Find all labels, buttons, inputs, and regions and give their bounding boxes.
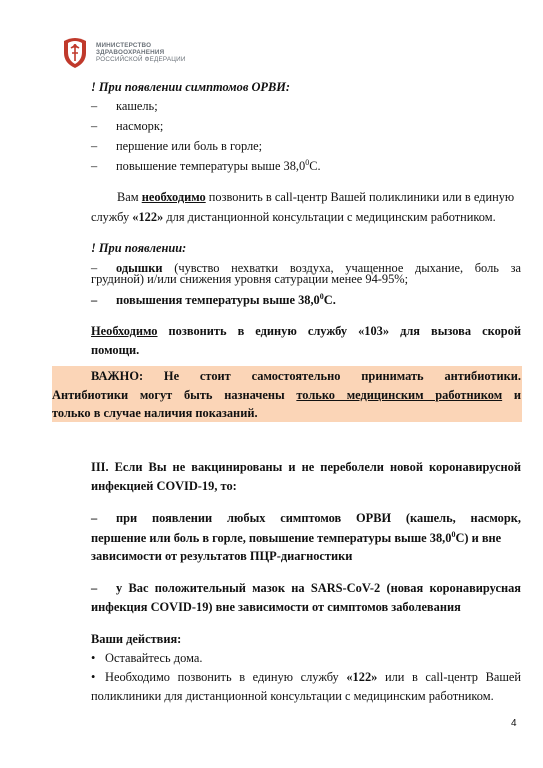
call-center-paragraph: Вам необходимо позвонить в call-центр Вашей поликлиники или в единую (117, 190, 515, 204)
list-item-continuation: першение или боль в горле, повышение температуры выше 38,0$^0$С) и вне (91, 530, 502, 546)
list-item-continuation: грудиной) и/или снижения уровня сатурации менее 94-95%; (91, 272, 409, 286)
list-item: – при появлении любых симптомов ОРВИ (кашель, насморк, (91, 511, 521, 525)
list-item: – насморк; (91, 119, 164, 133)
page-number: 4 (511, 718, 517, 729)
emergency-paragraph: Необходимо позвонить в единую службу «103» для вызова скорой (91, 324, 521, 338)
warning-line1: ВАЖНО: Не стоит самостоятельно принимать антибиотики. (91, 369, 521, 383)
list-item: – одышки (чувство нехватки воздуха, учащенное дыхание, боль за (91, 261, 521, 275)
symptoms-heading: ! При появлении симптомов ОРВИ: (91, 80, 291, 94)
list-item-continuation: зависимости от результатов ПЦР-диагностики (91, 549, 353, 563)
list-item: – у Вас положительный мазок на SARS-CoV-2 (новая коронавирусная (91, 581, 521, 595)
appearance-heading: ! При появлении: (91, 241, 187, 255)
list-item-continuation: инфекция COVID-19) вне зависимости от симптомов заболевания (91, 600, 461, 614)
list-item: • Оставайтесь дома. (91, 651, 203, 665)
list-item: – повышение температуры выше 38,0$^0$С. (91, 158, 321, 174)
emergency-paragraph-line2: помощи. (91, 343, 140, 357)
list-item: – повышения температуры выше 38,0$^0$С. (91, 292, 336, 308)
warning-line2: Антибиотики могут быть назначены только медицинским работником и (52, 388, 521, 402)
section3-heading: III. Если Вы не вакцинированы и не переболели новой коронавирусной (91, 460, 521, 474)
section3-heading-line2: инфекцией COVID-19, то: (91, 479, 237, 493)
actions-heading: Ваши действия: (91, 632, 182, 646)
emblem-icon (60, 35, 90, 69)
call-center-paragraph-line2: службу «122» для дистанционной консультации с медицинским работником. (91, 210, 496, 224)
warning-line3: только в случае наличия показаний. (52, 406, 258, 420)
list-item: • Необходимо позвонить в единую службу «122» или в call-центр Вашей (91, 670, 521, 684)
list-item-continuation: поликлиники для дистанционной консультации с медицинским работником. (91, 689, 494, 703)
list-item: – кашель; (91, 99, 158, 113)
ministry-name: МИНИСТЕРСТВО ЗДРАВООХРАНЕНИЯ РОССИЙСКОЙ ФЕДЕРАЦИИ (96, 42, 186, 64)
list-item: – першение или боль в горле; (91, 139, 263, 153)
